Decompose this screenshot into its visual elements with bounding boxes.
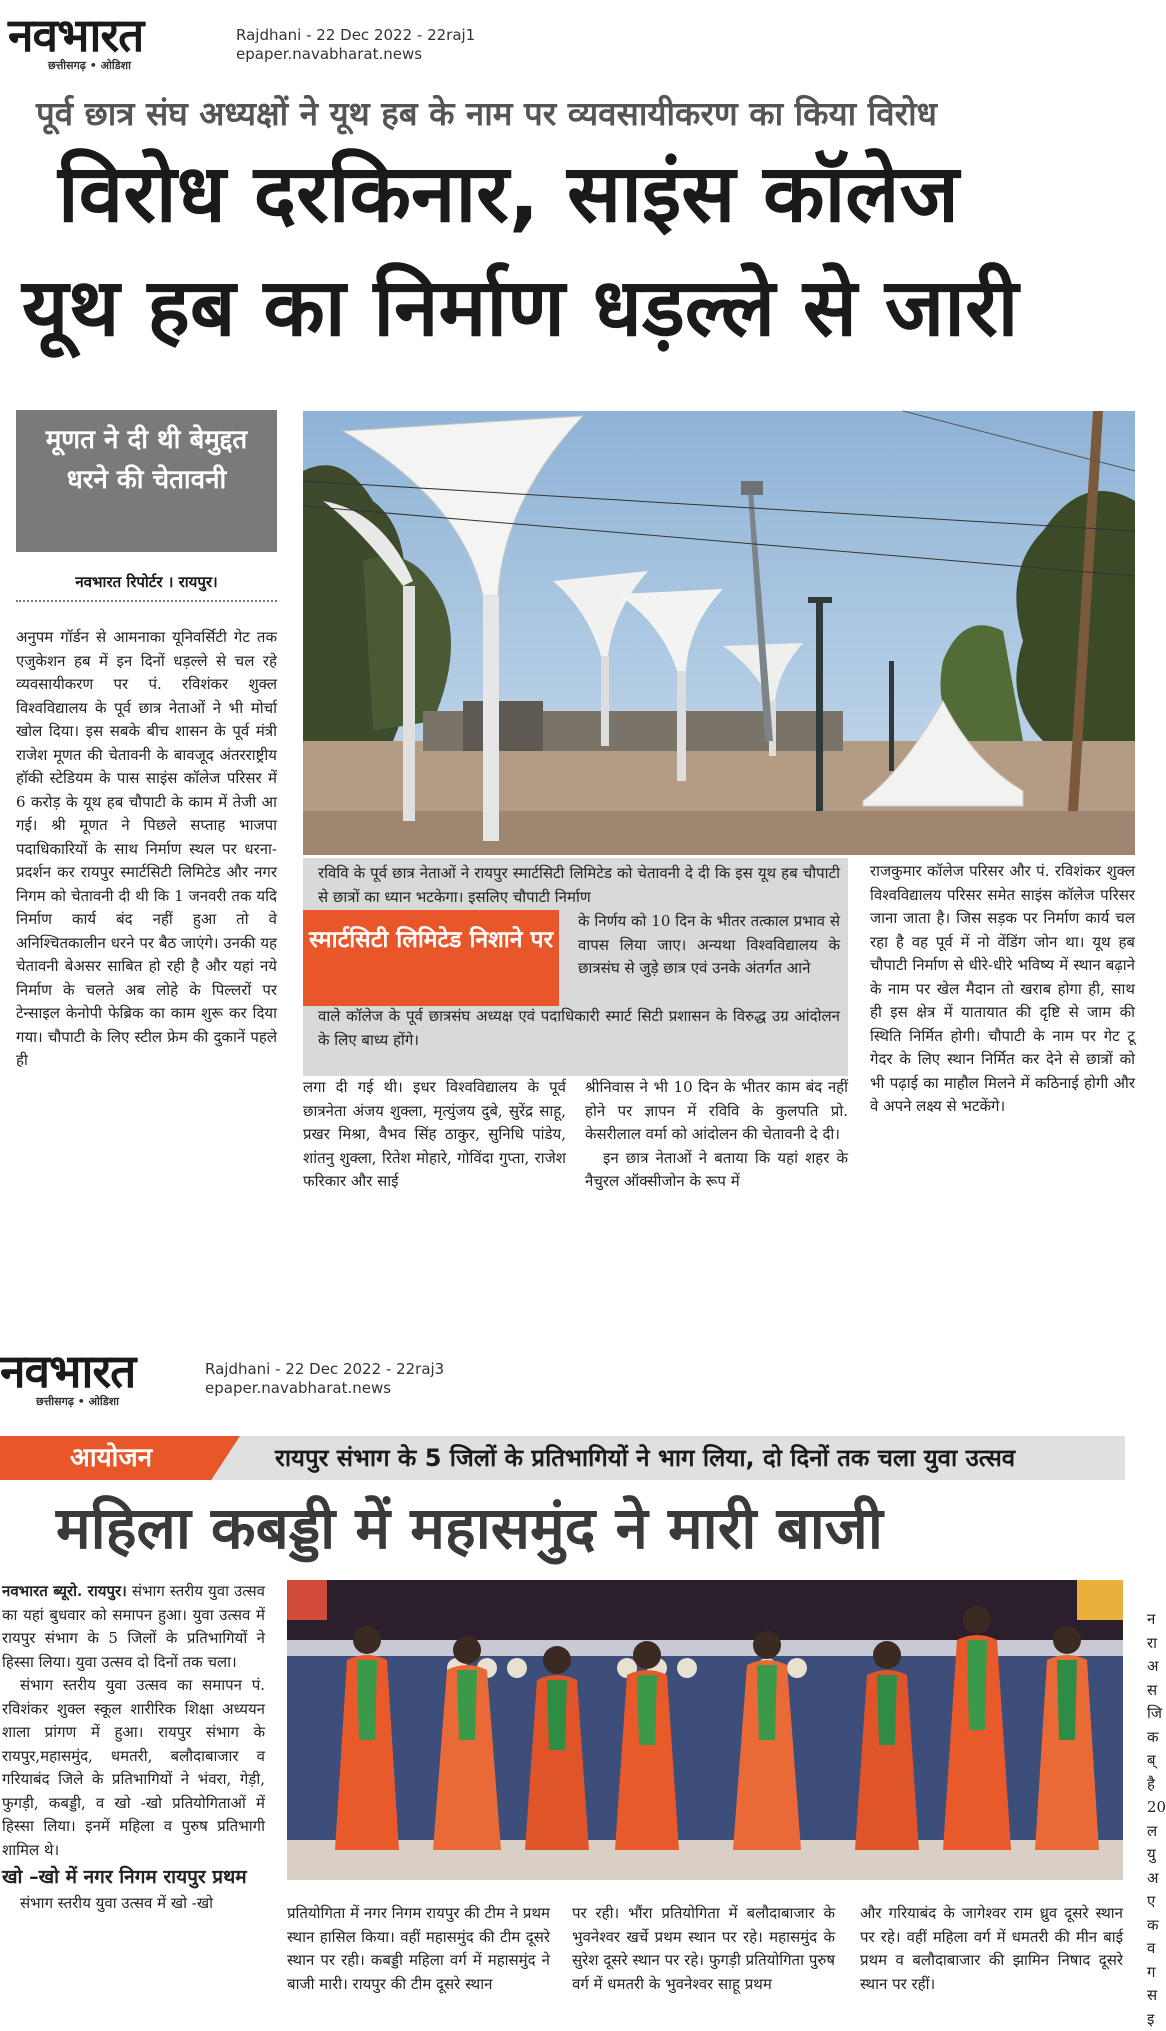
top-col3-text: श्रीनिवास ने भी 10 दिन के भीतर काम बंद नहीं होने पर ज्ञापन में रविवि के कुलपति प्रो. केसरीलाल वर्मा को आंदोलन की चेतावनी दे दी।	[585, 1076, 848, 1147]
top-col2-text: लगा दी गई थी। इधर विश्वविद्यालय के पूर्व छात्रनेता अंजय शुक्ला, मृत्युंजय दुबे, सुरेंद्र साहू, प्रखर मिश्रा, वैभव सिंह ठाकुर, सुनिधि पांडेय, शांतनु शुक्ला, रितेश मोहारे, गोविंदा गुप्ता, राजेश फरिकार और साई	[303, 1076, 566, 1194]
edge-letter: जि	[1147, 1702, 1163, 1726]
shaded-text-a: रविवि के पूर्व छात्र नेताओं ने रायपुर स्मार्टसिटी लिमिटेड को चेतावनी दे दी कि इस यूथ हब चौपाटी से छात्रों का ध्यान भटकेगा। इसलिए चौपाटी निर्माण	[318, 862, 840, 909]
smartcity-box: स्मार्टसिटी लिमिटेड निशाने पर	[303, 910, 559, 1006]
bottom-col2-text: प्रतियोगिता में नगर निगम रायपुर की टीम ने प्रथम स्थान हासिल किया। वहीं महासमुंद की टीम दूसरे स्थान पर रही। कबड्डी महिला वर्ग में महासमुंद ने बाजी मारी। रायपुर की टीम दूसरे स्थान	[287, 1902, 550, 1996]
edge-letter: 20	[1147, 1796, 1163, 1820]
edge-letter: स	[1147, 1679, 1163, 1703]
top-column-4	[870, 860, 1135, 1238]
edge-letter: रा	[1147, 1632, 1163, 1656]
dance-photo	[287, 1580, 1123, 1880]
bottom-col3-text: पर रही। भौंरा प्रतियोगिता में बलौदाबाजार के भुवनेश्वर खर्चे प्रथम स्थान पर रहे। महासमुंद के सुरेश दूसरे स्थान पर रहे। फुगड़ी प्रतियोगिता पुरुष वर्ग में धमतरी के भुवनेश्वर साहू प्रथम	[572, 1902, 835, 1996]
top-headline-line1: विरोध दरकिनार, साइंस कॉलेज	[58, 142, 959, 246]
bottom-headline: महिला कबड्डी में महासमुंद ने मारी बाजी	[56, 1490, 883, 1566]
top-column-1	[16, 626, 277, 1238]
bottom-col1-p3: संभाग स्तरीय युवा उत्सव में खो -खो	[2, 1892, 265, 1916]
edge-letter: व	[1147, 1937, 1163, 1961]
top-col1-text: अनुपम गॉर्डन से आमनाका यूनिवर्सिटी गेट तक एजुकेशन हब में इन दिनों धड़ल्ले से चल रहे व्यवसायीकरण पर पं. रविशंकर शुक्ल विश्वविद्यालय के पूर्व छात्र नेताओं ने भी मोर्चा खोल दिया। इस सबके बीच शासन के पूर्व मंत्री राजेश मूणत की चेतावनी के बावजूद अंतरराष्ट्रीय हॉकी स्टेडियम के पास साइंस कॉलेज परिसर में 6 करोड़ के यूथ हब चौपाटी के काम में तेजी आ गई। श्री मूणत ने पिछले सप्ताह भाजपा पदाधिकारियों के साथ निर्माण स्थल पर धरना-प्रदर्शन कर रायपुर स्मार्टसिटी लिमिटेड और नगर निगम को चेतावनी दी थी कि 1 जनवरी तक यदि निर्माण कार्य बंद नहीं हुआ तो वे अनिश्चितकालीन धरने पर बैठ जाएंगे। उनकी यह चेतावनी बेअसर साबित हो रही है और यहां नये निर्माण के चलते अब लोहे के पिल्लरों पर टेन्साइल केनोपी फेब्रिक का काम शुरू कर दिया गया। चौपाटी के लिए स्टील फ्रेम की दुकानें पहले ही	[16, 626, 277, 1073]
edge-letter: ग	[1147, 1961, 1163, 1985]
edge-letter: अ	[1147, 1655, 1163, 1679]
edge-letter: ए	[1147, 1890, 1163, 1914]
bottom-col1-p2: संभाग स्तरीय युवा उत्सव का समापन पं. रविशंकर शुक्ल स्कूल शारीरिक शिक्षा अध्ययन शाला प्रांगण में हुआ। रायपुर संभाग के रायपुर,महासमुंद, धमतरी, बलौदाबाजार व गरियाबंद जिले के प्रतिभागियों ने भंवरा, गेड़ी, फुगड़ी, कबड्डी, व खो -खो प्रतियोगिताओं में हिस्सा लिया। इनमें महिला व पुरुष प्रतिभागी शामिल थे।	[2, 1674, 265, 1862]
right-edge-column	[1147, 1608, 1163, 2020]
edge-letter: इ	[1147, 2008, 1163, 2031]
edge-letter: यु	[1147, 1843, 1163, 1867]
top-col4-text: राजकुमार कॉलेज परिसर और पं. रविशंकर शुक्ल विश्वविद्यालय परिसर समेत साइंस कॉलेज परिसर जाना जाता है। जिस सड़क पर निर्माण कार्य चल रहा है वह पूर्व में नो वेंडिंग जोन था। यूथ हब चौपाटी निर्माण से धीरे-धीरे भविष्य में स्थान बढ़ाने के नाम पर खेल मैदान तो खराब होगा ही, साथ ही इस क्षेत्र में यातायात की दृष्टि से जाम की स्थिति निर्मित होगी। चौपाटी के नाम पर गेट टू गेदर के लिए स्थान निर्मित कर देने से छात्रों को भी पढ़ाई का माहौल मिलने में कठिनाई होगी और वे अपने लक्ष्य से भटकेंगे।	[870, 860, 1135, 1119]
top-column-2	[303, 1076, 566, 1238]
edition-info-2	[205, 1360, 444, 1398]
edge-letter: ल	[1147, 1820, 1163, 1844]
bottom-column-3	[572, 1902, 835, 2020]
bottom-byline: नवभारत ब्यूरो. रायपुर।	[2, 1582, 127, 1600]
masthead-editions: छत्तीसगढ़ • ओडिशा	[48, 58, 131, 73]
edge-letter: स	[1147, 1984, 1163, 2008]
canopy-photo	[303, 411, 1135, 855]
bottom-subhead: खो –खो में नगर निगम रायपुर प्रथम	[2, 1862, 265, 1892]
edge-letter: है	[1147, 1773, 1163, 1797]
top-byline: नवभारत रिपोर्टर । रायपुर।	[16, 572, 277, 602]
edge-letter: क	[1147, 1726, 1163, 1750]
masthead-logo-2: नवभारत	[0, 1346, 135, 1396]
edition-site: epaper.navabharat.news	[236, 45, 475, 64]
bottom-column-1	[2, 1580, 265, 2020]
shaded-text-c: वाले कॉलेज के पूर्व छात्रसंघ अध्यक्ष एवं पदाधिकारी स्मार्ट सिटी प्रशासन के विरुद्ध उग्र आंदोलन के लिए बाध्य होंगे।	[318, 1005, 840, 1052]
bottom-column-2	[287, 1902, 550, 2020]
edition-site-2: epaper.navabharat.news	[205, 1379, 444, 1398]
edge-letter: अ	[1147, 1867, 1163, 1891]
masthead-editions-2: छत्तीसगढ़ • ओडिशा	[36, 1394, 119, 1409]
dance-photo-illustration	[287, 1580, 1123, 1880]
top-kicker: पूर्व छात्र संघ अध्यक्षों ने यूथ हब के नाम पर व्यवसायीकरण का किया विरोध	[36, 92, 1146, 136]
edge-letter: न	[1147, 1608, 1163, 1632]
bottom-col4-text: और गरियाबंद के जागेश्वर राम ध्रुव दूसरे स्थान पर रहे। वहीं महिला वर्ग में धमतरी की मीन बाई प्रथम व बलौदाबाजार की झामिन निषाद दूसरे स्थान पर रहीं।	[860, 1902, 1123, 1996]
edition-line-2: Rajdhani - 22 Dec 2022 - 22raj3	[205, 1360, 444, 1379]
side-box: मूणत ने दी थी बेमुद्दत धरने की चेतावनी	[16, 410, 277, 552]
tag-label: आयोजन	[70, 1438, 152, 1478]
bottom-col1-p1-text: संभाग स्तरीय युवा उत्सव का यहां बुधवार को समापन हुआ। युवा उत्सव में रायपुर संभाग के 5 जिलों के प्रतिभागियों ने हिस्सा लिया। युवा उत्सव दो दिनों तक चला।	[2, 1582, 265, 1671]
bottom-kicker: रायपुर संभाग के 5 जिलों के प्रतिभागियों ने भाग लिया, दो दिनों तक चला युवा उत्सव	[275, 1438, 1015, 1478]
shaded-text-b: के निर्णय को 10 दिन के भीतर तत्काल प्रभाव से वापस लिया जाए। अन्यथा विश्वविद्यालय के छात्रसंघ से जुड़े छात्र एवं उनके अंतर्गत आने	[578, 910, 840, 981]
edge-letter: ब्	[1147, 1749, 1163, 1773]
top-headline-line2: यूथ हब का निर्माण धड़ल्ले से जारी	[22, 256, 1018, 360]
masthead-logo: नवभारत	[8, 10, 143, 60]
edition-info	[236, 26, 475, 64]
edge-letter: क	[1147, 1914, 1163, 1938]
edition-line: Rajdhani - 22 Dec 2022 - 22raj1	[236, 26, 475, 45]
bottom-column-4	[860, 1902, 1123, 2020]
top-col3b-text: इन छात्र नेताओं ने बताया कि यहां शहर के नैचुरल ऑक्सीजोन के रूप में	[585, 1147, 848, 1194]
canopy-photo-illustration	[303, 411, 1135, 855]
top-column-3	[585, 1076, 848, 1238]
bottom-col1-p1	[2, 1580, 265, 1674]
